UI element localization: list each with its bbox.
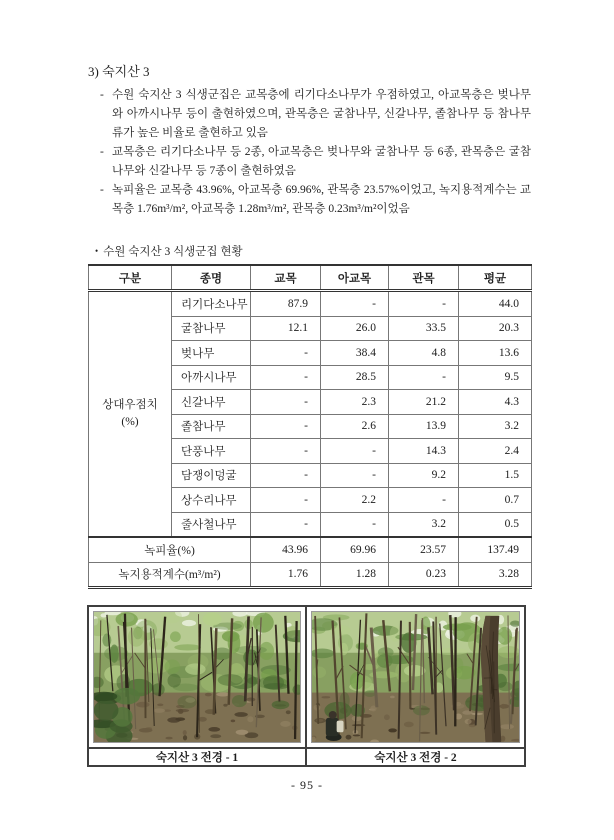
value-cell: - [321, 439, 389, 464]
value-cell: - [389, 488, 459, 513]
value-cell: 23.57 [389, 537, 459, 562]
species-cell: 굴참나무 [172, 316, 251, 341]
value-cell: 3.2 [389, 512, 459, 537]
value-cell: - [251, 365, 321, 390]
bullet-text: 수원 숙지산 3 식생군집은 교목층에 리기다소나무가 우점하였고, 아교목층은 벚나무와 아까시나무 등이 출현하였으며, 관목층은 굴참나무, 신갈나무, 졸참나무 등 참나무류가 높은 비율로 출현하고 있음 [112, 89, 531, 139]
value-cell: 2.4 [459, 439, 532, 464]
photo-caption-1: 숙지산 3 전경 - 1 [88, 748, 306, 766]
table-caption-text: 수원 숙지산 3 식생군집 현황 [103, 246, 243, 258]
col-header: 아교목 [321, 265, 389, 291]
value-cell: 21.2 [389, 390, 459, 415]
value-cell: 1.5 [459, 463, 532, 488]
species-cell: 아까시나무 [172, 365, 251, 390]
group-cell [89, 291, 172, 538]
dash-marker: - [100, 146, 104, 158]
bullet-item [88, 143, 531, 181]
value-cell: - [389, 365, 459, 390]
value-cell: - [251, 414, 321, 439]
summary-label: 녹지용적계수(m³/m²) [89, 562, 251, 588]
col-header: 관목 [389, 265, 459, 291]
value-cell: 137.49 [459, 537, 532, 562]
value-cell: 2.2 [321, 488, 389, 513]
value-cell: 3.2 [459, 414, 532, 439]
bullet-icon: • [95, 246, 99, 256]
species-cell: 신갈나무 [172, 390, 251, 415]
bullet-item [88, 181, 531, 219]
value-cell: - [251, 341, 321, 366]
value-cell: 20.3 [459, 316, 532, 341]
value-cell: 2.3 [321, 390, 389, 415]
species-cell: 단풍나무 [172, 439, 251, 464]
photo-caption-2: 숙지산 3 전경 - 2 [306, 748, 525, 766]
photo-row [88, 606, 525, 748]
bullet-list [88, 86, 531, 219]
value-cell: 12.1 [251, 316, 321, 341]
bullet-item [88, 86, 531, 143]
value-cell: 87.9 [251, 291, 321, 317]
summary-row [89, 537, 532, 562]
value-cell: 0.5 [459, 512, 532, 537]
value-cell: 1.28 [321, 562, 389, 588]
value-cell: 4.3 [459, 390, 532, 415]
value-cell: 0.7 [459, 488, 532, 513]
value-cell: 2.6 [321, 414, 389, 439]
value-cell: 69.96 [321, 537, 389, 562]
table-caption [95, 243, 531, 259]
table-row [89, 291, 532, 317]
value-cell: - [251, 512, 321, 537]
species-cell: 담쟁이덩굴 [172, 463, 251, 488]
value-cell: 14.3 [389, 439, 459, 464]
value-cell: 13.6 [459, 341, 532, 366]
page-number: - 95 - [291, 778, 323, 792]
value-cell: 26.0 [321, 316, 389, 341]
value-cell: 43.96 [251, 537, 321, 562]
table-header-row [89, 265, 532, 291]
value-cell: - [321, 291, 389, 317]
value-cell: 38.4 [321, 341, 389, 366]
col-header: 교목 [251, 265, 321, 291]
bullet-text: 교목층은 리기다소나무 등 2종, 아교목층은 벚나무와 굴참나무 등 6종, 관목층은 굴참나무와 신갈나무 등 7종이 출현하였음 [112, 146, 531, 177]
forest-photo-1 [93, 611, 301, 743]
value-cell: - [321, 463, 389, 488]
summary-row [89, 562, 532, 588]
value-cell: 44.0 [459, 291, 532, 317]
value-cell: 33.5 [389, 316, 459, 341]
vegetation-table [88, 264, 532, 589]
summary-label: 녹피율(%) [89, 537, 251, 562]
value-cell: 1.76 [251, 562, 321, 588]
species-cell: 상수리나무 [172, 488, 251, 513]
species-cell: 벚나무 [172, 341, 251, 366]
photo-table [87, 605, 526, 767]
dash-marker: - [100, 184, 104, 196]
value-cell: 9.5 [459, 365, 532, 390]
col-header: 종명 [172, 265, 251, 291]
forest-photo-2 [311, 611, 520, 743]
value-cell: 0.23 [389, 562, 459, 588]
value-cell: - [321, 512, 389, 537]
bullet-text: 녹피율은 교목층 43.96%, 아교목층 69.96%, 관목층 23.57%이었고, 녹지용적계수는 교목층 1.76m³/m², 아교목층 1.28m³/m², 관목층 0.23m³/m²이었음 [112, 184, 531, 215]
value-cell: 4.8 [389, 341, 459, 366]
species-cell: 리기다소나무 [172, 291, 251, 317]
dash-marker: - [100, 89, 104, 101]
photo-caption-row [88, 748, 525, 766]
value-cell: 9.2 [389, 463, 459, 488]
col-header: 구분 [89, 265, 172, 291]
group-label: 상대우점치 [102, 399, 158, 411]
value-cell: - [251, 463, 321, 488]
section-heading: 3) 숙지산 3 [88, 64, 150, 79]
species-cell: 줄사철나무 [172, 512, 251, 537]
value-cell: - [251, 488, 321, 513]
col-header: 평균 [459, 265, 532, 291]
value-cell: - [251, 439, 321, 464]
species-cell: 졸참나무 [172, 414, 251, 439]
value-cell: - [251, 390, 321, 415]
value-cell: - [389, 291, 459, 317]
group-sublabel: (%) [121, 416, 139, 428]
value-cell: 3.28 [459, 562, 532, 588]
value-cell: 13.9 [389, 414, 459, 439]
value-cell: 28.5 [321, 365, 389, 390]
